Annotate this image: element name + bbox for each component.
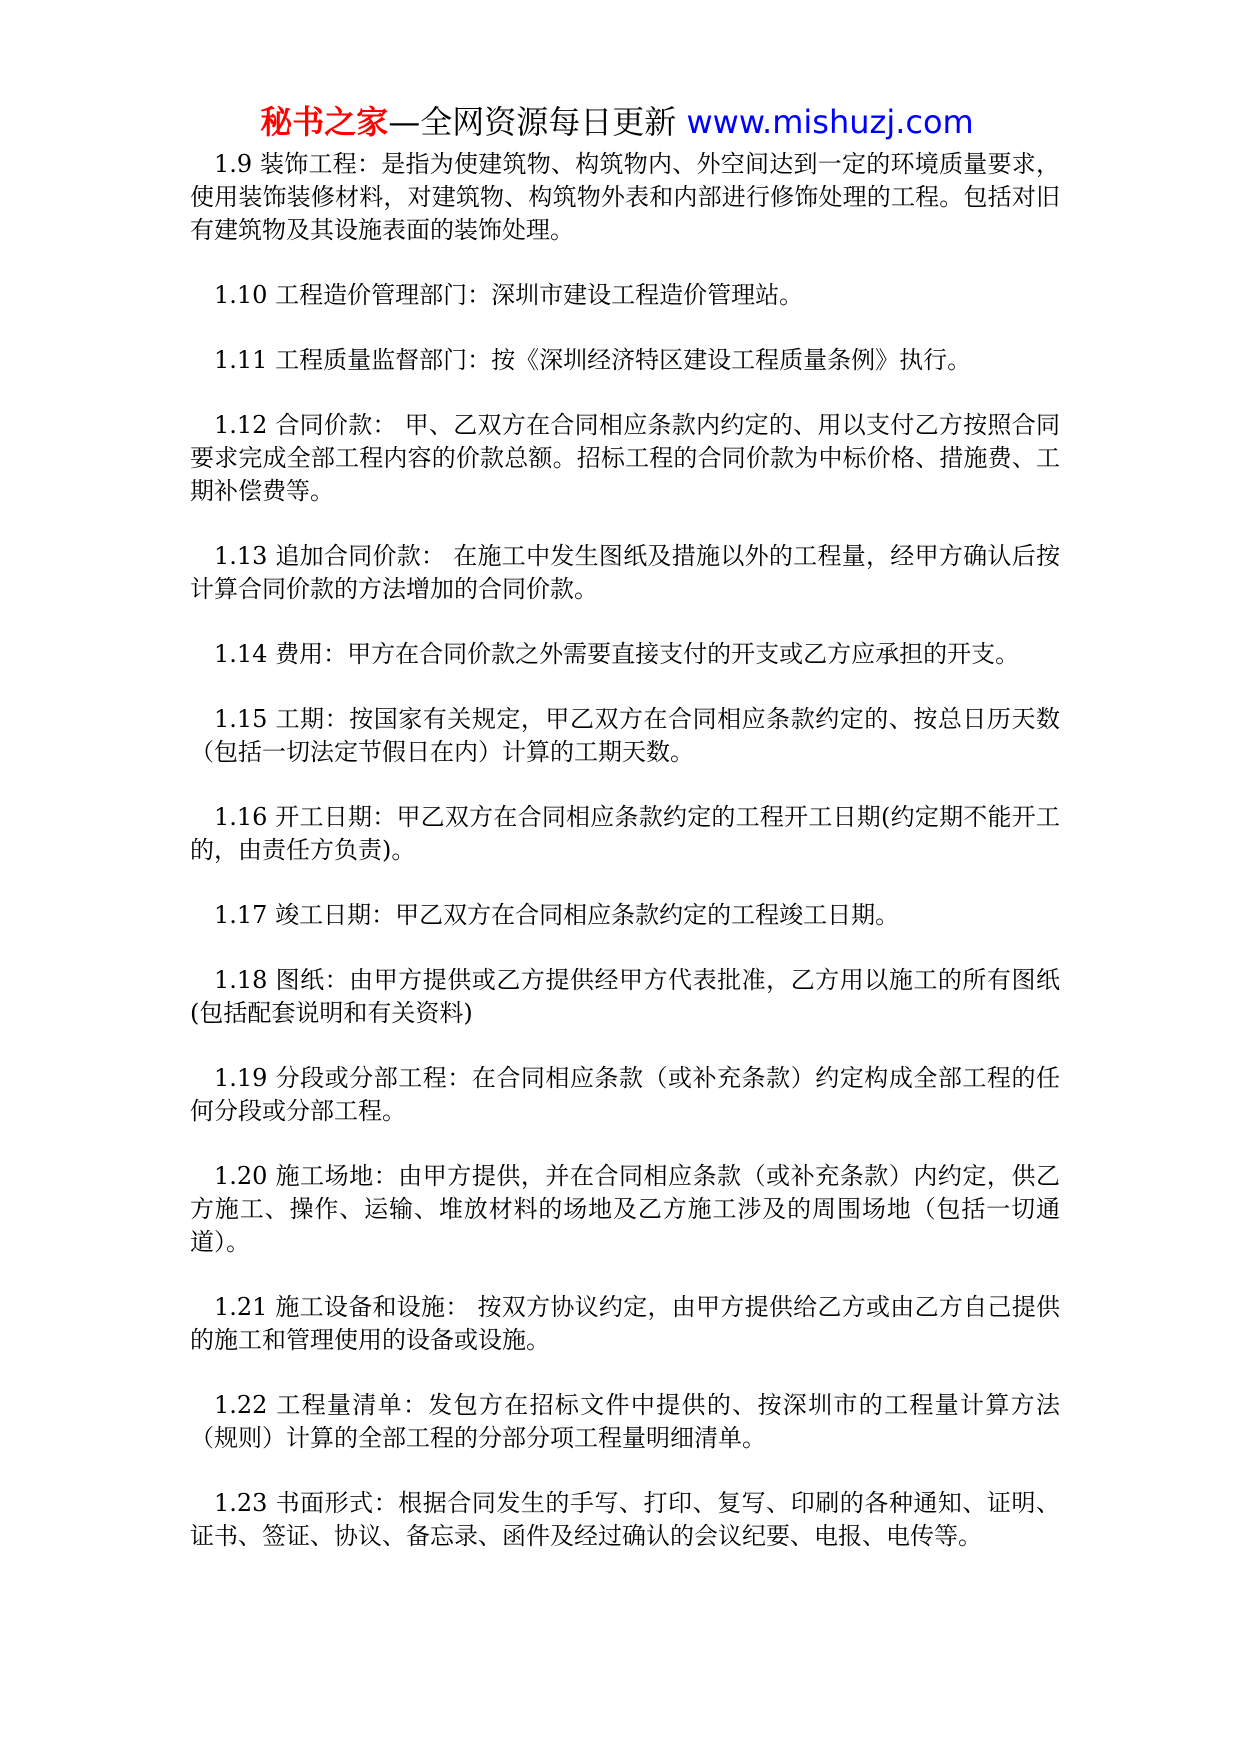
site-header	[0, 102, 1234, 142]
site-url-link[interactable]: www.mishuzj.com	[686, 103, 974, 141]
clause-1-9: 1.9 装饰工程：是指为使建筑物、构筑物内、外空间达到一定的环境质量要求，使用装饰装修材料，对建筑物、构筑物外表和内部进行修饰处理的工程。包括对旧有建筑物及其设施表面的装饰处理。	[190, 150, 1060, 244]
clause-1-12: 1.12 合同价款： 甲、乙双方在合同相应条款内约定的、用以支付乙方按照合同要求完成全部工程内容的价款总额。招标工程的合同价款为中标价格、措施费、工期补偿费等。	[190, 411, 1060, 505]
clause-1-23: 1.23 书面形式：根据合同发生的手写、打印、复写、印刷的各种通知、证明、证书、签证、协议、备忘录、函件及经过确认的会议纪要、电报、电传等。	[190, 1489, 1060, 1550]
header-tagline: —全网资源每日更新	[388, 103, 677, 141]
clause-1-17: 1.17 竣工日期：甲乙双方在合同相应条款约定的工程竣工日期。	[214, 901, 900, 929]
clause-1-16: 1.16 开工日期：甲乙双方在合同相应条款约定的工程开工日期(约定期不能开工的，由责任方负责)。	[190, 803, 1060, 864]
clause-1-21: 1.21 施工设备和设施： 按双方协议约定，由甲方提供给乙方或由乙方自己提供的施工和管理使用的设备或设施。	[190, 1293, 1060, 1354]
clause-1-15: 1.15 工期：按国家有关规定，甲乙双方在合同相应条款约定的、按总日历天数（包括一切法定节假日在内）计算的工期天数。	[190, 705, 1060, 766]
clause-1-22: 1.22 工程量清单：发包方在招标文件中提供的、按深圳市的工程量计算方法（规则）计算的全部工程的分部分项工程量明细清单。	[190, 1391, 1060, 1452]
clause-1-18: 1.18 图纸：由甲方提供或乙方提供经甲方代表批准，乙方用以施工的所有图纸(包括配套说明和有关资料)	[190, 966, 1060, 1027]
clause-1-19: 1.19 分段或分部工程：在合同相应条款（或补充条款）约定构成全部工程的任何分段或分部工程。	[190, 1064, 1060, 1125]
brand-name: 秘书之家	[260, 103, 389, 141]
clause-1-10: 1.10 工程造价管理部门：深圳市建设工程造价管理站。	[214, 281, 804, 309]
document-body	[190, 148, 1060, 1585]
clause-1-11: 1.11 工程质量监督部门：按《深圳经济特区建设工程质量条例》执行。	[214, 346, 972, 374]
clause-1-20: 1.20 施工场地：由甲方提供，并在合同相应条款（或补充条款）内约定，供乙方施工、操作、运输、堆放材料的场地及乙方施工涉及的周围场地（包括一切通道）。	[190, 1162, 1060, 1256]
clause-1-14: 1.14 费用：甲方在合同价款之外需要直接支付的开支或乙方应承担的开支。	[214, 640, 1020, 668]
clause-1-13: 1.13 追加合同价款： 在施工中发生图纸及措施以外的工程量，经甲方确认后按计算合同价款的方法增加的合同价款。	[190, 542, 1060, 603]
